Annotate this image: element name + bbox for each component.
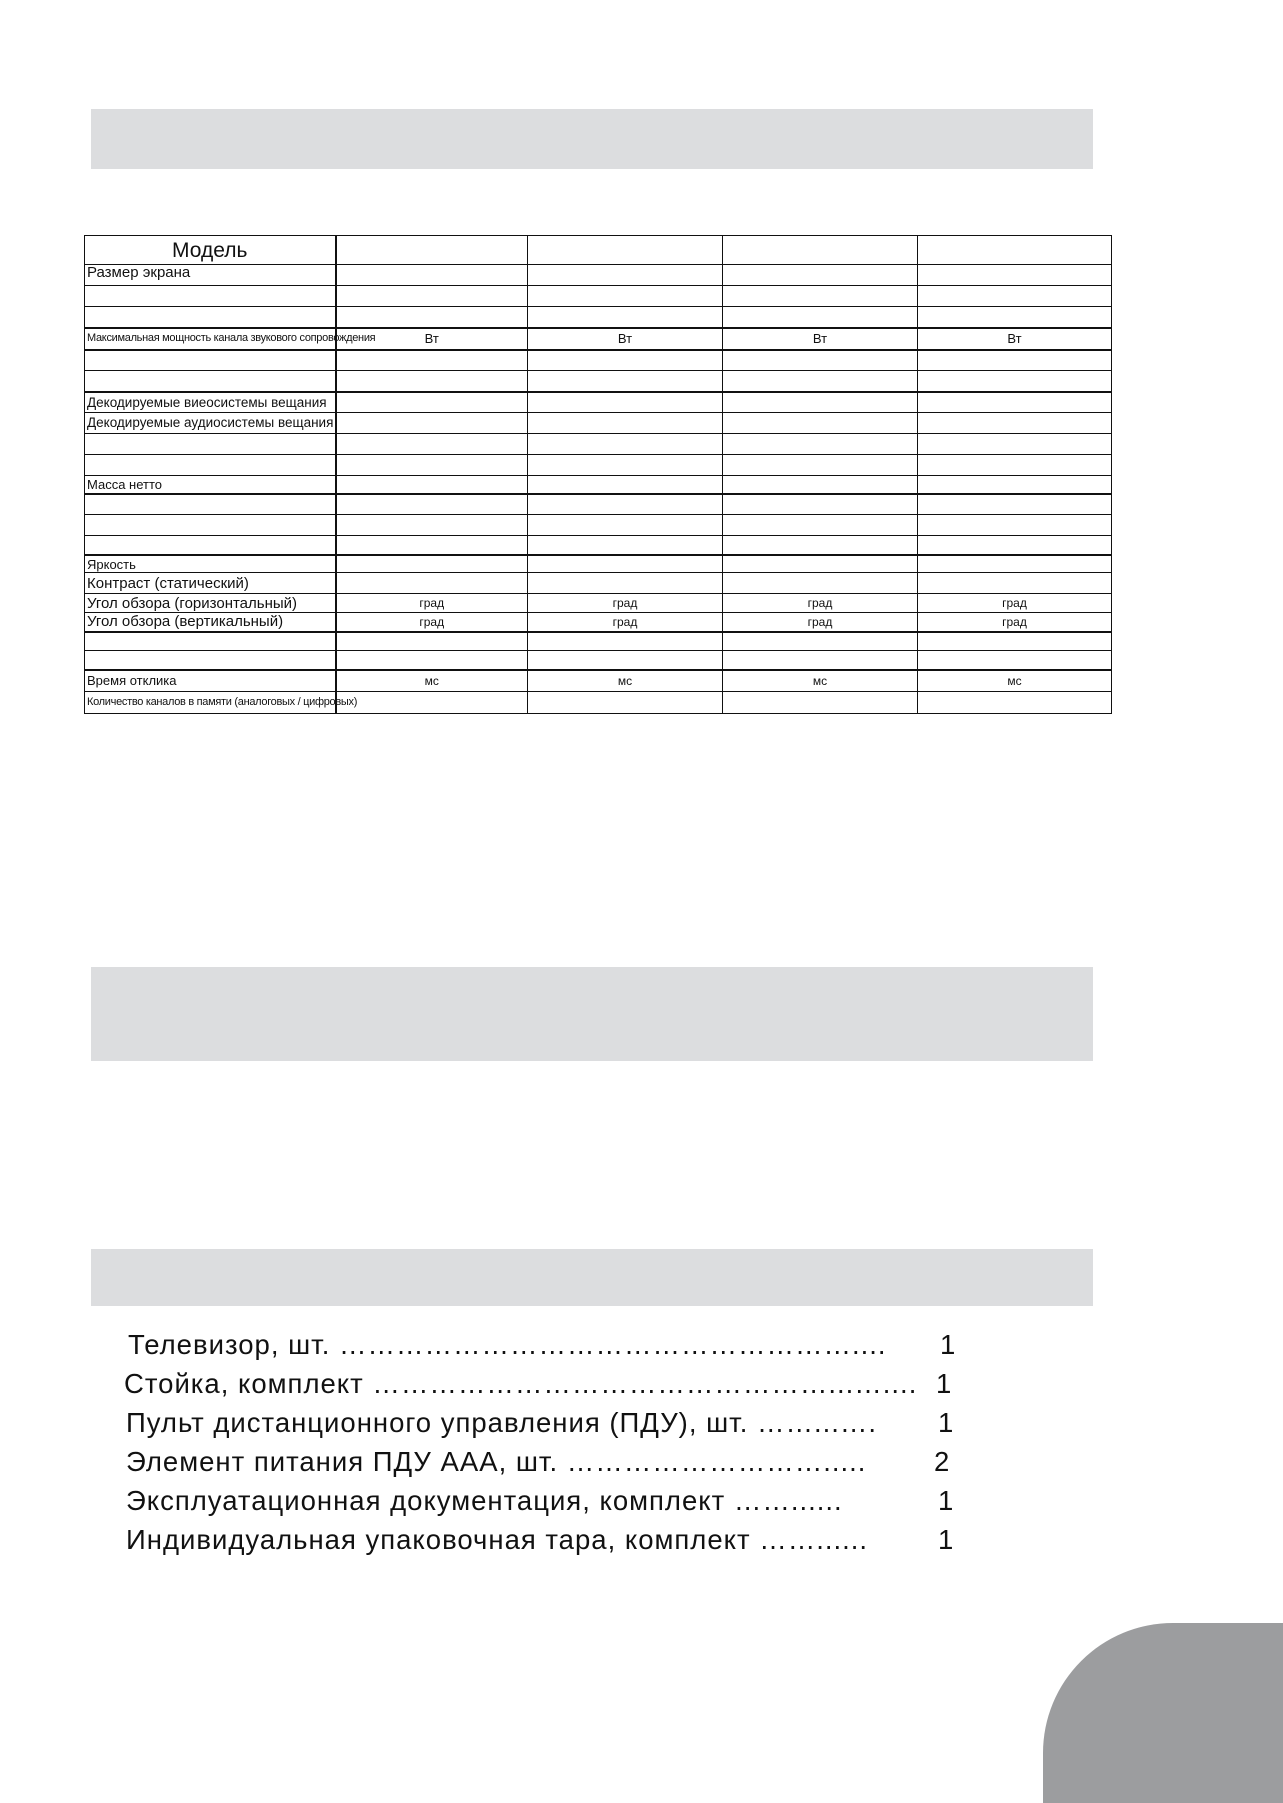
row-label-video-systems: Декодируемые виеосистемы вещания [85, 392, 336, 413]
row-label-brightness: Яркость [85, 555, 336, 573]
row-label-angle-horizontal: Угол обзора (горизонтальный) [85, 594, 336, 613]
table-row [85, 392, 1112, 413]
unit-deg-cell: град [528, 613, 723, 632]
table-row [85, 670, 1112, 692]
table-row [85, 555, 1112, 573]
unit-deg-cell: град [528, 594, 723, 613]
table-row [85, 371, 1112, 392]
kit-item-name: Эксплуатационная документация, комплект ……...... [126, 1485, 843, 1516]
table-row [85, 307, 1112, 328]
kit-item-qty: 1 [938, 1407, 955, 1438]
row-label-net-weight: Масса нетто [85, 476, 336, 494]
table-row [85, 494, 1112, 515]
table-row [85, 328, 1112, 350]
unit-w-cell: Вт [528, 328, 723, 350]
unit-ms-cell: мс [528, 670, 723, 692]
table-row [85, 476, 1112, 494]
table-row [85, 515, 1112, 536]
kit-item-name: Стойка, комплект …………………………………………...….... [124, 1368, 918, 1399]
unit-w-cell: Вт [918, 328, 1112, 350]
row-label-channels: Количество каналов в памяти (аналоговых / цифровых) [85, 692, 336, 714]
row-label-response-time: Время отклика [85, 670, 336, 692]
unit-deg-cell: град [723, 613, 918, 632]
unit-w-cell: Вт [723, 328, 918, 350]
spec-table [84, 235, 1112, 714]
list-item [124, 1368, 954, 1404]
list-item [126, 1524, 956, 1560]
table-row [85, 265, 1112, 286]
page-number-tab [1043, 1623, 1283, 1803]
list-item [126, 1407, 956, 1443]
section-header-band-2 [91, 967, 1093, 1061]
list-item [126, 1485, 956, 1521]
row-label-audio-systems: Декодируемые аудиосистемы вещания [85, 413, 336, 434]
table-row [85, 651, 1112, 670]
kit-item-name: Элемент питания ПДУ ААА, шт. ………………………..... [126, 1446, 867, 1477]
section-header-band-1 [91, 109, 1093, 169]
row-label-screen-size: Размер экрана [85, 265, 336, 286]
unit-deg-cell: град [918, 613, 1112, 632]
table-row [85, 286, 1112, 307]
table-row [85, 413, 1112, 434]
unit-ms-cell: мс [723, 670, 918, 692]
kit-item-qty: 1 [936, 1368, 953, 1399]
kit-item-qty: 1 [938, 1485, 955, 1516]
kit-item-name: Телевизор, шт. ……………………………………………….... [128, 1329, 887, 1360]
table-row [85, 692, 1112, 714]
table-row [85, 536, 1112, 555]
kit-item-qty: 1 [938, 1524, 955, 1555]
table-row [85, 594, 1112, 613]
kit-item-name: Пульт дистанционного управления (ПДУ), шт. ……...…. [126, 1407, 878, 1438]
table-row [85, 434, 1112, 455]
unit-deg-cell: град [336, 594, 528, 613]
kit-item-name: Индивидуальная упаковочная тара, комплект ……...... [126, 1524, 869, 1555]
unit-ms-cell: мс [336, 670, 528, 692]
table-row [85, 613, 1112, 632]
table-row [85, 350, 1112, 371]
list-item [128, 1329, 958, 1365]
list-item [126, 1446, 956, 1482]
unit-w-cell: Вт [336, 328, 528, 350]
model-header: Модель [85, 236, 336, 265]
table-row [85, 455, 1112, 476]
table-row [85, 236, 1112, 265]
kit-item-qty: 2 [934, 1446, 951, 1477]
table-row [85, 573, 1112, 594]
row-label-contrast: Контраст (статический) [85, 573, 336, 594]
section-header-band-3 [91, 1249, 1093, 1306]
unit-deg-cell: град [336, 613, 528, 632]
row-label-max-power: Максимальная мощность канала звукового сопровождения [85, 328, 336, 350]
table-row [85, 632, 1112, 651]
unit-deg-cell: град [723, 594, 918, 613]
kit-item-qty: 1 [940, 1329, 957, 1360]
unit-deg-cell: град [918, 594, 1112, 613]
unit-ms-cell: мс [918, 670, 1112, 692]
row-label-angle-vertical: Угол обзора (вертикальный) [85, 613, 336, 632]
